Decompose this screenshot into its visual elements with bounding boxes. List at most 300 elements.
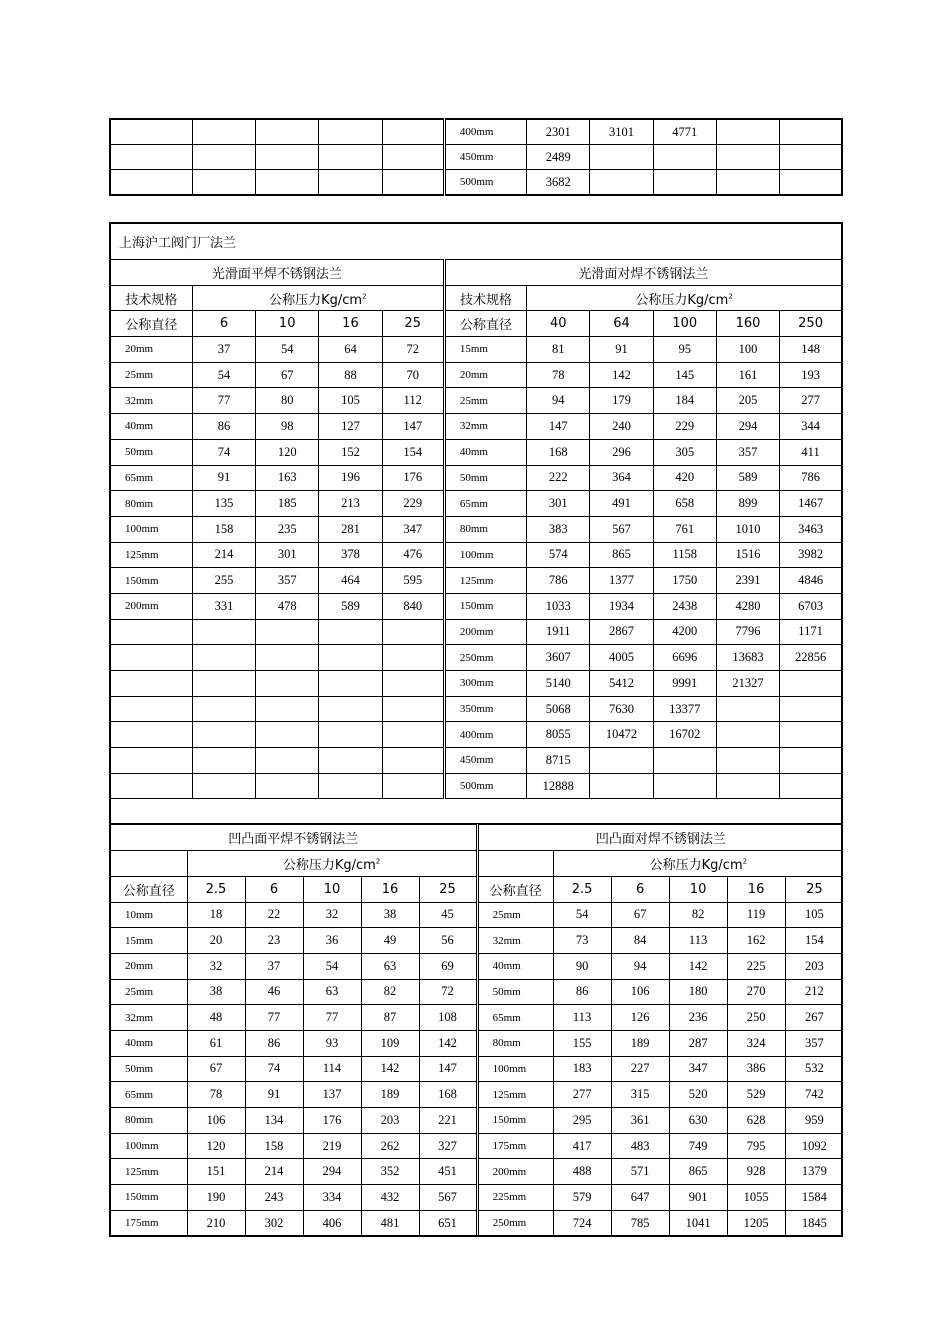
weight-cell: 301 [256,542,319,568]
weight-cell: 901 [669,1185,727,1211]
pressure-class: 160 [716,311,779,337]
weight-cell: 100 [716,337,779,363]
pressure-class: 2.5 [187,876,245,902]
weight-cell: 294 [716,414,779,440]
table-row [110,748,842,774]
weight-cell: 840 [382,593,444,619]
table-row [111,1030,842,1056]
weight-cell: 36 [303,928,361,954]
weight-cell: 386 [727,1056,785,1082]
nominal-diameter-cell: 40mm [477,953,553,979]
nominal-diameter-cell: 40mm [111,1030,187,1056]
weight-cell: 56 [419,928,477,954]
weight-cell: 277 [780,388,842,414]
table-row [111,1108,842,1134]
empty-cell [382,119,444,145]
empty-cell [256,170,319,196]
weight-cell: 2301 [527,119,590,145]
weight-cell: 205 [716,388,779,414]
weight-cell: 1041 [669,1210,727,1235]
empty-cell [319,119,382,145]
weight-cell: 959 [785,1108,842,1134]
table-row [110,542,842,568]
nominal-diameter-cell: 40mm [444,439,526,465]
table-row [110,388,842,414]
empty-cell [192,773,255,799]
nominal-diameter-cell: 350mm [444,696,526,722]
table-row [111,1159,842,1185]
weight-cell: 214 [192,542,255,568]
weight-cell: 302 [245,1210,303,1235]
weight-cell: 90 [553,953,611,979]
weight-cell: 185 [256,491,319,517]
weight-cell: 95 [653,337,716,363]
weight-cell: 2489 [527,145,590,170]
table-row [110,516,842,542]
weight-cell: 2867 [590,619,653,645]
weight-cell: 176 [303,1108,361,1134]
weight-cell: 529 [727,1082,785,1108]
table-row [111,902,842,928]
weight-cell: 137 [303,1082,361,1108]
weight-cell: 236 [669,1005,727,1031]
weight-cell: 3982 [780,542,842,568]
weight-cell: 3101 [590,119,653,145]
table-row [110,170,842,196]
nominal-diameter-cell: 400mm [444,119,526,145]
weight-cell: 1171 [780,619,842,645]
dn-label: 公称直径 [111,876,187,902]
weight-cell: 91 [245,1082,303,1108]
empty-cell [256,119,319,145]
weight-cell: 749 [669,1133,727,1159]
weight-cell: 91 [192,465,255,491]
weight-cell: 147 [382,414,444,440]
weight-cell [653,773,716,799]
weight-cell: 134 [245,1108,303,1134]
weight-cell: 54 [303,953,361,979]
weight-cell: 77 [303,1005,361,1031]
weight-cell: 483 [611,1133,669,1159]
weight-cell: 38 [361,902,419,928]
weight-cell: 4280 [716,593,779,619]
weight-cell: 45 [419,902,477,928]
title-row [110,223,842,260]
weight-cell [716,696,779,722]
empty-cell [256,145,319,170]
pressure-class-row [110,311,842,337]
weight-cell: 190 [187,1185,245,1211]
weight-cell: 724 [553,1210,611,1235]
nominal-diameter-cell: 100mm [444,542,526,568]
weight-cell: 94 [527,388,590,414]
weight-cell: 38 [187,979,245,1005]
empty-cell [256,748,319,774]
pressure-class: 10 [256,311,319,337]
weight-cell: 243 [245,1185,303,1211]
empty-cell [256,671,319,697]
table-row [111,979,842,1005]
empty-cell [192,748,255,774]
weight-cell: 210 [187,1210,245,1235]
weight-cell: 180 [669,979,727,1005]
weight-cell: 628 [727,1108,785,1134]
weight-cell: 46 [245,979,303,1005]
empty-cell [319,773,382,799]
pressure-class: 10 [669,876,727,902]
weight-cell: 108 [419,1005,477,1031]
concave-slipon-heading: 凹凸面平焊不锈钢法兰 [111,825,477,851]
nominal-diameter-cell: 175mm [477,1133,553,1159]
weight-cell: 214 [245,1159,303,1185]
pressure-class: 16 [319,311,382,337]
weight-cell: 183 [553,1056,611,1082]
weight-cell [716,773,779,799]
weight-cell: 294 [303,1159,361,1185]
weight-cell: 106 [187,1108,245,1134]
empty-cell [192,119,255,145]
weight-cell: 81 [527,337,590,363]
nominal-diameter-cell: 125mm [477,1082,553,1108]
weight-cell: 16702 [653,722,716,748]
table-row [110,337,842,363]
weight-cell: 2391 [716,568,779,594]
empty-cell [111,851,187,877]
empty-cell [192,696,255,722]
weight-cell: 189 [361,1082,419,1108]
weight-cell [590,145,653,170]
weight-cell: 267 [785,1005,842,1031]
weight-cell: 411 [780,439,842,465]
weight-cell: 589 [319,593,382,619]
weight-cell: 478 [256,593,319,619]
weight-cell: 327 [419,1133,477,1159]
nominal-diameter-cell: 150mm [111,1185,187,1211]
weight-cell [653,170,716,196]
spec-row [110,285,842,311]
weight-cell: 277 [553,1082,611,1108]
nominal-diameter-cell: 50mm [444,465,526,491]
table-row [111,953,842,979]
weight-cell: 357 [256,568,319,594]
nominal-diameter-cell: 200mm [477,1159,553,1185]
weight-cell: 928 [727,1159,785,1185]
table-row [110,439,842,465]
weight-cell: 229 [653,414,716,440]
pressure-class: 6 [611,876,669,902]
weight-cell: 77 [192,388,255,414]
weight-cell: 113 [669,928,727,954]
smooth-slipon-heading: 光滑面平焊不锈钢法兰 [110,260,444,286]
nominal-diameter-cell: 20mm [110,337,192,363]
table-row [110,568,842,594]
nominal-diameter-cell: 32mm [444,414,526,440]
pressure-class: 25 [382,311,444,337]
weight-cell: 1845 [785,1210,842,1235]
weight-cell: 281 [319,516,382,542]
weight-cell: 37 [245,953,303,979]
weight-cell: 795 [727,1133,785,1159]
weight-cell: 451 [419,1159,477,1185]
section-heading-row [110,260,842,286]
empty-cell [192,722,255,748]
weight-cell: 86 [245,1030,303,1056]
table-row [111,1185,842,1211]
weight-cell: 7630 [590,696,653,722]
pressure-class: 40 [527,311,590,337]
nominal-diameter-cell: 15mm [444,337,526,363]
pressure-class: 25 [785,876,842,902]
pressure-class: 25 [419,876,477,902]
table-row [110,414,842,440]
weight-cell: 162 [727,928,785,954]
weight-cell: 488 [553,1159,611,1185]
empty-cell [319,619,382,645]
weight-cell: 80 [256,388,319,414]
empty-cell [110,696,192,722]
weight-cell: 20 [187,928,245,954]
weight-cell: 120 [256,439,319,465]
pressure-class: 250 [780,311,842,337]
table-row [110,362,842,388]
weight-cell: 579 [553,1185,611,1211]
empty-cell [110,671,192,697]
weight-cell: 334 [303,1185,361,1211]
weight-cell: 899 [716,491,779,517]
weight-cell: 161 [716,362,779,388]
pressure-label-row [111,851,842,877]
weight-cell: 324 [727,1030,785,1056]
weight-cell: 786 [780,465,842,491]
weight-cell: 378 [319,542,382,568]
nominal-diameter-cell: 65mm [444,491,526,517]
weight-cell: 865 [590,542,653,568]
weight-cell [716,145,779,170]
nominal-diameter-cell: 25mm [111,979,187,1005]
nominal-diameter-cell: 80mm [444,516,526,542]
weight-cell [653,748,716,774]
weight-cell: 301 [527,491,590,517]
weight-cell: 86 [192,414,255,440]
weight-cell: 1158 [653,542,716,568]
weight-cell: 1377 [590,568,653,594]
weight-cell: 532 [785,1056,842,1082]
smooth-buttweld-heading: 光滑面对焊不锈钢法兰 [444,260,842,286]
weight-cell: 8055 [527,722,590,748]
pressure-class-row [111,876,842,902]
weight-cell: 61 [187,1030,245,1056]
nominal-diameter-cell: 150mm [444,593,526,619]
weight-cell: 630 [669,1108,727,1134]
pressure-class: 2.5 [553,876,611,902]
pressure-unit-superscript: 2 [742,857,748,866]
weight-cell: 120 [187,1133,245,1159]
nominal-diameter-cell: 25mm [477,902,553,928]
table-title: 上海沪工阀门厂法兰 [110,223,842,260]
weight-cell: 658 [653,491,716,517]
weight-cell: 94 [611,953,669,979]
weight-cell: 54 [192,362,255,388]
weight-cell: 1092 [785,1133,842,1159]
nominal-diameter-cell: 20mm [111,953,187,979]
weight-cell: 168 [527,439,590,465]
weight-cell: 105 [785,902,842,928]
spacer-cell [110,799,842,824]
pressure-class: 16 [727,876,785,902]
weight-cell: 262 [361,1133,419,1159]
weight-cell: 179 [590,388,653,414]
weight-cell: 5068 [527,696,590,722]
weight-cell: 168 [419,1082,477,1108]
weight-cell: 287 [669,1030,727,1056]
lower-section [110,824,842,1237]
weight-cell: 221 [419,1108,477,1134]
weight-cell: 347 [382,516,444,542]
weight-cell: 13683 [716,645,779,671]
weight-cell: 93 [303,1030,361,1056]
weight-cell: 3463 [780,516,842,542]
weight-cell: 296 [590,439,653,465]
nominal-diameter-cell: 80mm [477,1030,553,1056]
pressure-class: 6 [192,311,255,337]
empty-cell [382,619,444,645]
weight-cell [780,145,842,170]
nominal-diameter-cell: 65mm [477,1005,553,1031]
weight-cell: 70 [382,362,444,388]
weight-cell [716,119,779,145]
empty-cell [319,645,382,671]
pressure-class: 10 [303,876,361,902]
weight-cell: 595 [382,568,444,594]
weight-cell: 1467 [780,491,842,517]
empty-cell [382,696,444,722]
pressure-label: 公称压力Kg/cm [635,292,729,308]
weight-cell: 786 [527,568,590,594]
table-row [110,593,842,619]
weight-cell: 10472 [590,722,653,748]
nominal-diameter-cell: 80mm [110,491,192,517]
weight-cell: 142 [669,953,727,979]
weight-cell: 151 [187,1159,245,1185]
weight-cell: 163 [256,465,319,491]
weight-cell: 3682 [527,170,590,196]
weight-cell: 4200 [653,619,716,645]
table-row [110,645,842,671]
weight-cell: 420 [653,465,716,491]
weight-cell: 67 [611,902,669,928]
weight-cell: 32 [303,902,361,928]
weight-cell: 5140 [527,671,590,697]
weight-cell: 12888 [527,773,590,799]
weight-cell: 152 [319,439,382,465]
weight-cell: 154 [785,928,842,954]
weight-cell: 135 [192,491,255,517]
empty-cell [382,722,444,748]
table-row [110,722,842,748]
weight-cell: 86 [553,979,611,1005]
nominal-diameter-cell: 150mm [477,1108,553,1134]
table-row [110,145,842,170]
empty-cell [382,671,444,697]
empty-cell [192,671,255,697]
nominal-diameter-cell: 65mm [110,465,192,491]
weight-cell: 1379 [785,1159,842,1185]
weight-cell [590,170,653,196]
nominal-diameter-cell: 100mm [110,516,192,542]
weight-cell: 21327 [716,671,779,697]
weight-cell: 305 [653,439,716,465]
weight-cell: 109 [361,1030,419,1056]
weight-cell: 84 [611,928,669,954]
weight-cell: 127 [319,414,382,440]
weight-cell: 158 [245,1133,303,1159]
pressure-unit-superscript: 2 [728,292,733,301]
nominal-diameter-cell: 500mm [444,170,526,196]
weight-cell: 49 [361,928,419,954]
pressure-header [527,285,842,311]
weight-cell: 54 [553,902,611,928]
weight-cell: 196 [319,465,382,491]
weight-cell: 331 [192,593,255,619]
weight-cell: 18 [187,902,245,928]
pressure-class: 64 [590,311,653,337]
pressure-header [187,851,477,877]
weight-cell: 74 [245,1056,303,1082]
weight-cell: 464 [319,568,382,594]
weight-cell: 225 [727,953,785,979]
nominal-diameter-cell: 50mm [111,1056,187,1082]
weight-cell: 589 [716,465,779,491]
nominal-diameter-cell: 225mm [477,1185,553,1211]
weight-cell: 212 [785,979,842,1005]
empty-cell [319,170,382,196]
weight-cell: 295 [553,1108,611,1134]
empty-cell [319,671,382,697]
nominal-diameter-cell: 32mm [111,1005,187,1031]
nominal-diameter-cell: 300mm [444,671,526,697]
weight-cell: 69 [419,953,477,979]
weight-cell: 383 [527,516,590,542]
weight-cell: 184 [653,388,716,414]
concave-flange-table [111,824,842,1235]
pressure-class: 100 [653,311,716,337]
empty-cell [256,696,319,722]
weight-cell: 567 [419,1185,477,1211]
empty-cell [477,851,553,877]
table-row [111,1210,842,1235]
nominal-diameter-cell: 100mm [477,1056,553,1082]
weight-cell: 63 [361,953,419,979]
weight-cell [780,773,842,799]
empty-cell [110,619,192,645]
empty-cell [382,170,444,196]
weight-cell: 567 [590,516,653,542]
empty-cell [192,645,255,671]
weight-cell: 142 [590,362,653,388]
weight-cell: 491 [590,491,653,517]
empty-cell [319,696,382,722]
pressure-label: 公称压力Kg/cm [649,857,743,873]
weight-cell: 255 [192,568,255,594]
pressure-header [192,285,444,311]
weight-cell [590,773,653,799]
weight-cell: 82 [669,902,727,928]
nominal-diameter-cell: 32mm [477,928,553,954]
weight-cell: 347 [669,1056,727,1082]
weight-cell: 105 [319,388,382,414]
nominal-diameter-cell: 50mm [477,979,553,1005]
weight-cell: 13377 [653,696,716,722]
